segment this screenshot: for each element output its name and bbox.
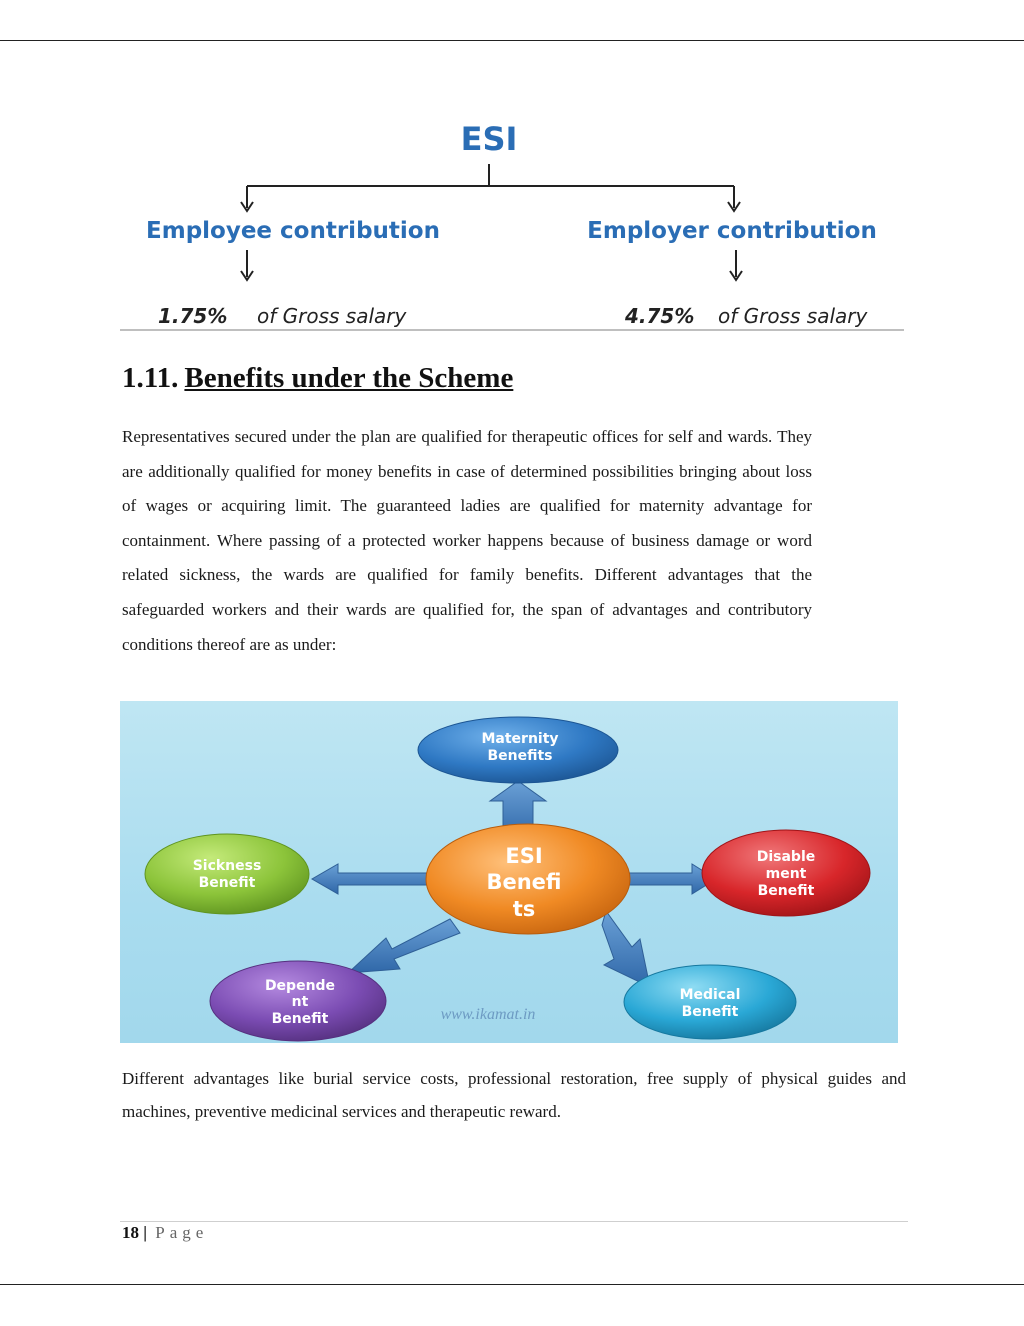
employee-rate-suffix: of Gross salary bbox=[257, 304, 407, 328]
employer-contribution-label: Employer contribution bbox=[587, 218, 877, 244]
maternity-label-line-2: Benefits bbox=[487, 748, 553, 764]
sickness-bubble bbox=[145, 834, 309, 914]
center-label-line-3: ts bbox=[512, 897, 536, 921]
medical-label-line-2: Benefit bbox=[681, 1004, 739, 1020]
esi-benefits-svg bbox=[120, 701, 898, 1043]
employer-rate: 4.75% bbox=[625, 304, 695, 328]
section-title: Benefits under the Scheme bbox=[184, 362, 514, 394]
section-number: 1.11. bbox=[122, 362, 179, 394]
watermark-url: www.ikamat.in bbox=[440, 1006, 536, 1023]
employee-rate: 1.75% bbox=[158, 304, 228, 328]
closing-paragraph: Different advantages like burial service costs, professional restoration, free supply of physical guides and machines, preventive medicinal services and therapeutic reward. bbox=[122, 1069, 906, 1121]
disablement-label-line-3: Benefit bbox=[757, 883, 815, 899]
footer-rule bbox=[120, 1221, 908, 1222]
top-rule bbox=[0, 40, 1024, 41]
section-heading bbox=[122, 362, 513, 395]
footer-separator: | bbox=[143, 1223, 147, 1242]
center-label-line-2: Benefi bbox=[486, 870, 562, 894]
arrow-down-right-to-medical bbox=[602, 911, 650, 987]
employer-rate-suffix: of Gross salary bbox=[718, 304, 868, 328]
page-word: Page bbox=[155, 1223, 209, 1242]
center-label-line-1: ESI bbox=[505, 844, 543, 868]
dependent-label-line-2: nt bbox=[291, 994, 309, 1010]
employee-contribution-label: Employee contribution bbox=[146, 218, 440, 244]
disablement-label-line-2: ment bbox=[765, 866, 807, 882]
dependent-label-line-1: Depende bbox=[264, 978, 336, 994]
page-number: 18 bbox=[122, 1223, 139, 1242]
disablement-label-line-1: Disable bbox=[756, 849, 816, 865]
esi-root-label: ESI bbox=[460, 120, 518, 158]
sickness-label-line-2: Benefit bbox=[198, 875, 256, 891]
esi-benefits-diagram bbox=[120, 701, 898, 1043]
benefits-paragraph: Representatives secured under the plan are qualified for therapeutic offices for self and wards. They are additionally qualified for money benefits in case of determined possibilities bringing about loss of wages or acquiring limit. The guaranteed ladies are qualified for maternity advantage for containment. Where passing of a protected worker happens because of business damage or word related sickness, the wards are qualified for family benefits. Different advantages that the safeguarded workers and their wards are qualified for, the span of advantages and contributory conditions thereof are as under: bbox=[122, 427, 812, 654]
dependent-label-line-3: Benefit bbox=[271, 1011, 329, 1027]
arrow-down-left-to-dependent bbox=[348, 919, 460, 973]
medical-label-line-1: Medical bbox=[679, 987, 741, 1003]
arrow-left-to-sickness bbox=[312, 864, 430, 894]
page-footer bbox=[122, 1223, 208, 1243]
bottom-rule bbox=[0, 1284, 1024, 1285]
sickness-label-line-1: Sickness bbox=[192, 858, 262, 874]
maternity-label-line-1: Maternity bbox=[481, 731, 559, 747]
esi-contribution-diagram bbox=[0, 100, 1024, 340]
